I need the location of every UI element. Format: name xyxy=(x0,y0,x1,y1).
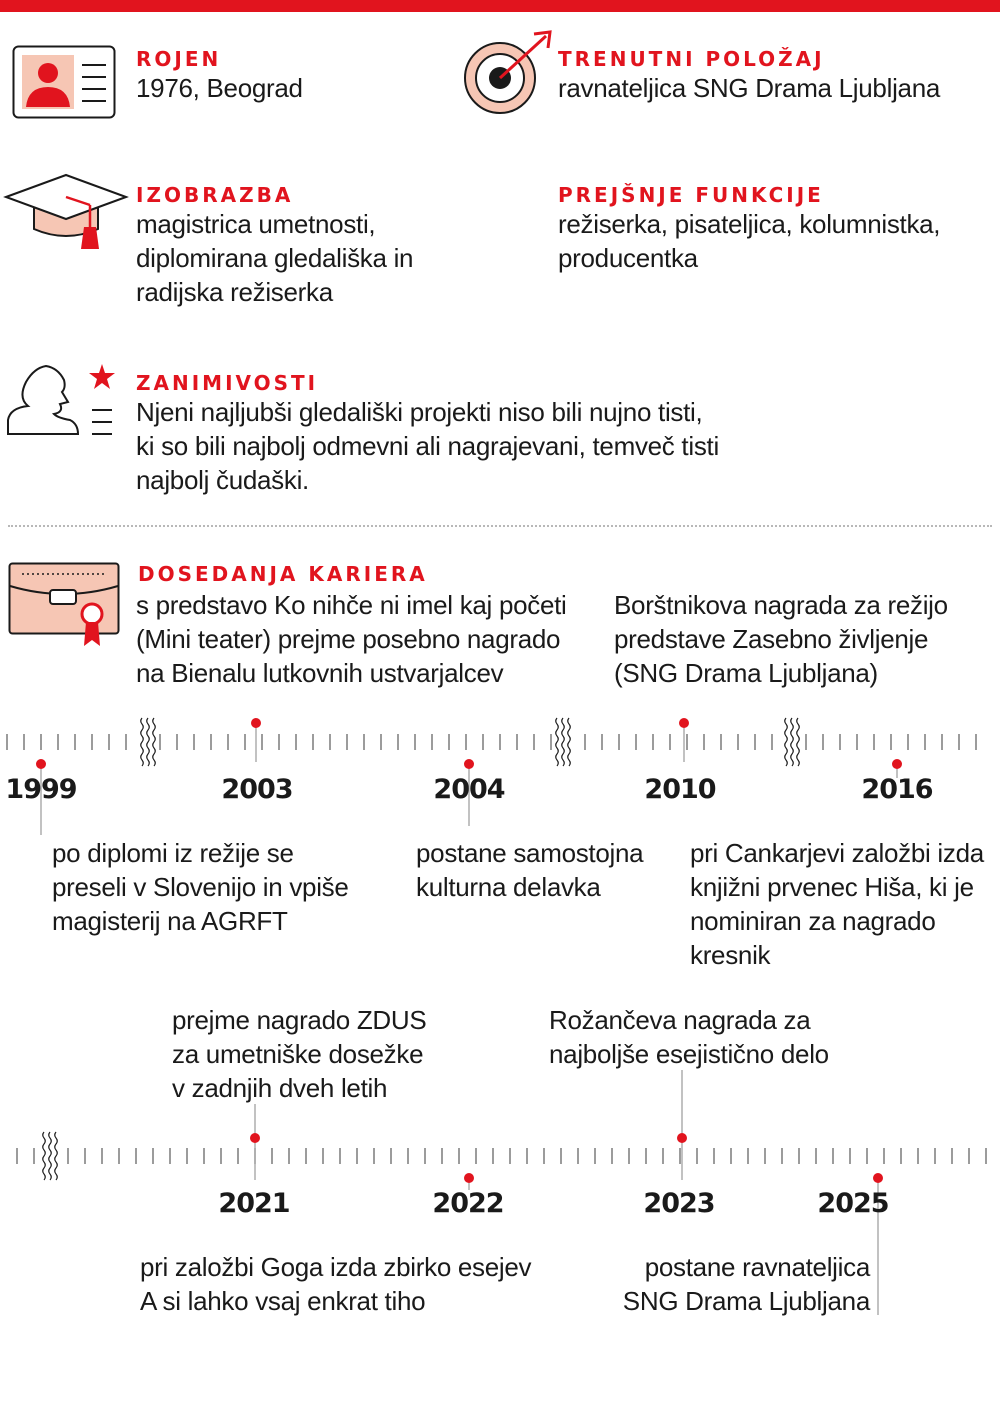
timeline-break-squiggle xyxy=(785,718,788,766)
born-value: 1976, Beograd xyxy=(136,73,303,103)
position-label: TRENUTNI POLOŽAJ xyxy=(558,47,825,71)
id-card-icon xyxy=(12,45,116,119)
timeline-dot xyxy=(873,1173,883,1183)
tl2-event-2022: pri založbi Goga izda zbirko esejev A si lahko vsaj enkrat tiho xyxy=(140,1252,532,1316)
education-value: magistrica umetnosti, diplomirana gledališka in radijska režiserka xyxy=(136,209,414,307)
timeline-dot xyxy=(250,1133,260,1143)
timeline-break-squiggle xyxy=(141,718,144,766)
timeline-dot xyxy=(464,759,474,769)
timeline-dot xyxy=(892,759,902,769)
tl1-year-1999: 1999 xyxy=(5,774,77,805)
timeline-break-squiggle xyxy=(153,718,156,766)
tl2-event-2023: Rožančeva nagrada za najboljše esejistično delo xyxy=(549,1005,829,1069)
target-icon xyxy=(462,30,554,120)
timeline-break-squiggle xyxy=(797,718,800,766)
top-accent-bar xyxy=(0,0,1000,12)
timeline-break-squiggle xyxy=(55,1132,58,1180)
tl2-year-2025: 2025 xyxy=(817,1188,889,1219)
trivia-label: ZANIMIVOSTI xyxy=(136,371,319,395)
born-label: ROJEN xyxy=(136,47,222,71)
tl1-year-2016: 2016 xyxy=(861,774,933,805)
section-divider xyxy=(8,525,992,527)
diploma-envelope-icon xyxy=(8,562,120,650)
previous-label: PREJŠNJE FUNKCIJE xyxy=(558,183,824,207)
tl1-year-2003: 2003 xyxy=(221,774,293,805)
tl1-year-2004: 2004 xyxy=(433,774,505,805)
tl1-year-2010: 2010 xyxy=(644,774,716,805)
timeline-1-axis xyxy=(0,700,1000,840)
tl1-event-2010: Borštnikova nagrada za režijo predstave Zasebno življenje (SNG Drama Ljubljana) xyxy=(614,590,948,688)
timeline-break-squiggle xyxy=(49,1132,52,1180)
timeline-dot xyxy=(677,1133,687,1143)
tl1-event-2016: pri Cankarjevi založbi izda knjižni prvenec Hiša, ki je nominiran za nagrado kresnik xyxy=(690,838,984,970)
timeline-break-squiggle xyxy=(568,718,571,766)
timeline-break-squiggle xyxy=(147,718,150,766)
timeline-break-squiggle xyxy=(43,1132,46,1180)
career-label: DOSEDANJA KARIERA xyxy=(138,562,428,586)
timeline-dot xyxy=(464,1173,474,1183)
timeline-break-squiggle xyxy=(791,718,794,766)
timeline-break-squiggle xyxy=(562,718,565,766)
timeline-dot xyxy=(36,759,46,769)
education-label: IZOBRAZBA xyxy=(136,183,294,207)
tl1-event-2003: s predstavo Ko nihče ni imel kaj početi (Mini teater) prejme posebno nagrado na Bienalu lutkovnih ustvarjalcev xyxy=(136,590,567,688)
trivia-value: Njeni najljubši gledališki projekti niso bili nujno tisti, ki so bili najbolj odmevni ali nagrajevani, temveč tisti najbolj čudaški. xyxy=(136,397,719,495)
timeline-break-squiggle xyxy=(556,718,559,766)
timeline-dot xyxy=(251,718,261,728)
tl2-event-2025: postane ravnateljica SNG Drama Ljubljana xyxy=(622,1252,870,1316)
position-value: ravnateljica SNG Drama Ljubljana xyxy=(558,73,941,103)
previous-value: režiserka, pisateljica, kolumnistka, producentka xyxy=(558,209,941,273)
tl2-year-2021: 2021 xyxy=(218,1188,290,1219)
tl2-year-2023: 2023 xyxy=(643,1188,715,1219)
graduation-cap-icon xyxy=(4,173,128,253)
tl1-event-2004: postane samostojna kulturna delavka xyxy=(416,838,644,902)
tl2-year-2022: 2022 xyxy=(432,1188,504,1219)
tl1-event-1999: po diplomi iz režije se preseli v Slovenijo in vpiše magisterij na AGRFT xyxy=(52,838,349,936)
timeline-2-axis xyxy=(0,1090,1000,1270)
tl2-event-2021: prejme nagrado ZDUS za umetniške dosežke v zadnjih dveh letih xyxy=(172,1005,427,1103)
person-star-icon xyxy=(6,362,126,442)
timeline-dot xyxy=(679,718,689,728)
